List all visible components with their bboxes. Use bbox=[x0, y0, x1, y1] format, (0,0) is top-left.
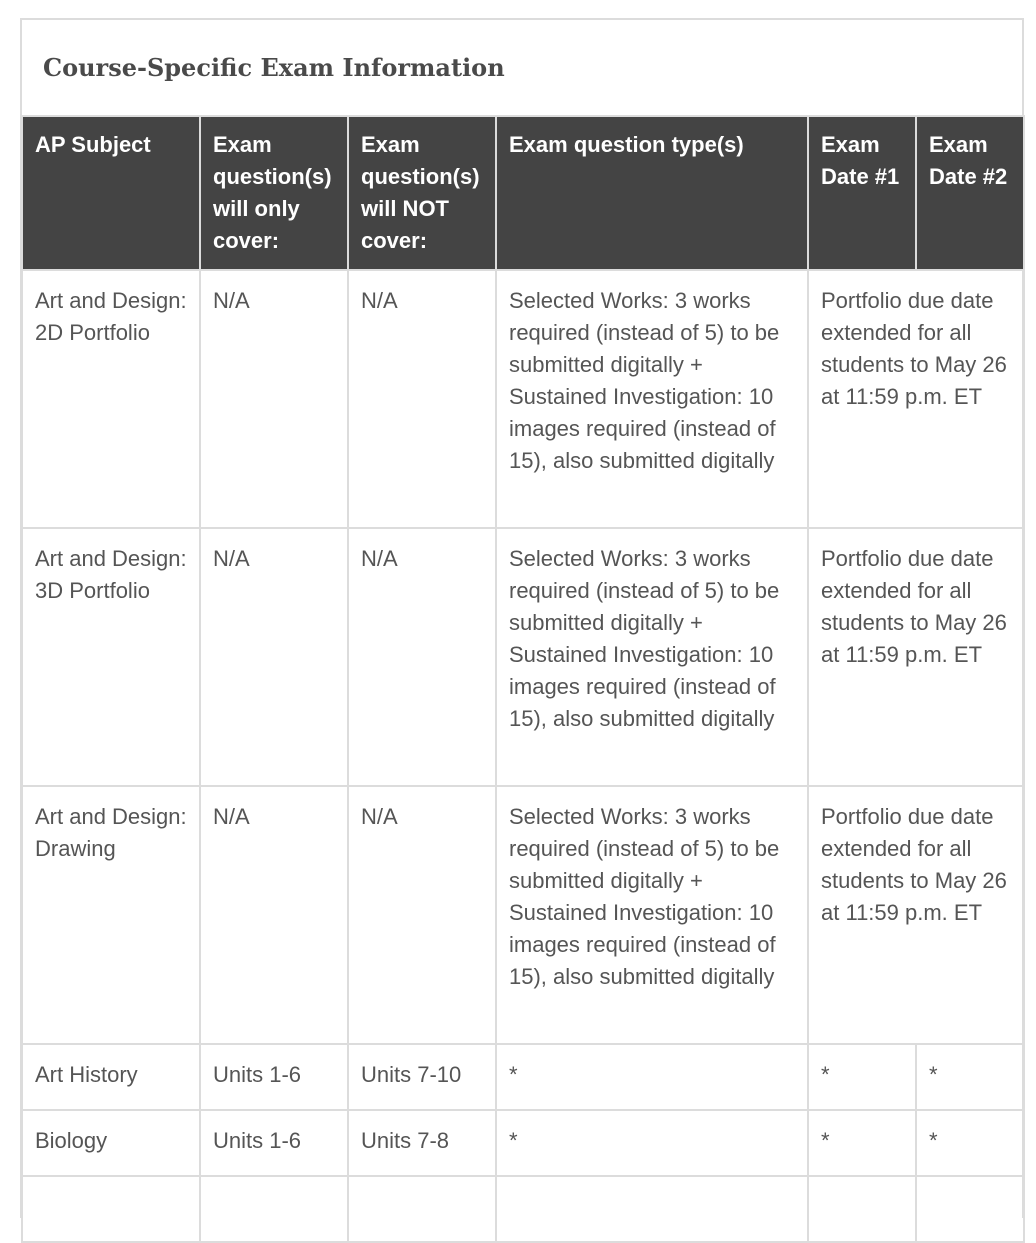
cell-not-cover: N/A bbox=[348, 528, 496, 786]
cell-only-cover: N/A bbox=[200, 270, 348, 528]
cell-question-types: * bbox=[496, 1110, 808, 1176]
header-question-types: Exam question type(s) bbox=[496, 116, 808, 270]
cell-exam-dates: Portfolio due date extended for all students to May 26 at 11:59 p.m. ET bbox=[808, 270, 1024, 528]
cell-question-types: Selected Works: 3 works required (instead of 5) to be submitted digitally + Sustained Investigation: 10 images required (instead of 15), also submitted digitally bbox=[496, 528, 808, 786]
exam-info-table-frame bbox=[20, 18, 1024, 1218]
cell-only-cover: Units 1-6 bbox=[200, 1110, 348, 1176]
cell-only-cover: Units 1-6 bbox=[200, 1044, 348, 1110]
table-row-partial bbox=[22, 1176, 1024, 1242]
cell-exam-dates: Portfolio due date extended for all students to May 26 at 11:59 p.m. ET bbox=[808, 528, 1024, 786]
table-header-row bbox=[22, 116, 1024, 270]
header-exam-date-2: Exam Date #2 bbox=[916, 116, 1024, 270]
table-row bbox=[22, 1044, 1024, 1110]
cell-exam-date-1: * bbox=[808, 1044, 916, 1110]
cell-not-cover: N/A bbox=[348, 270, 496, 528]
cell-not-cover: Units 7-10 bbox=[348, 1044, 496, 1110]
cell-only-cover: N/A bbox=[200, 528, 348, 786]
cell-subject: Art and Design: 3D Portfolio bbox=[22, 528, 200, 786]
header-exam-date-1: Exam Date #1 bbox=[808, 116, 916, 270]
table-row bbox=[22, 786, 1024, 1044]
cell-exam-date-1: * bbox=[808, 1110, 916, 1176]
cell-not-cover: N/A bbox=[348, 786, 496, 1044]
cell-subject: Art and Design: 2D Portfolio bbox=[22, 270, 200, 528]
cell-exam-dates: Portfolio due date extended for all students to May 26 at 11:59 p.m. ET bbox=[808, 786, 1024, 1044]
cell-subject: Art and Design: Drawing bbox=[22, 786, 200, 1044]
table-caption: Course-Specific Exam Information bbox=[43, 53, 505, 82]
table-row bbox=[22, 270, 1024, 528]
header-will-not-cover: Exam question(s) will NOT cover: bbox=[348, 116, 496, 270]
exam-info-table bbox=[21, 115, 1025, 1243]
cell-exam-date-2: * bbox=[916, 1044, 1024, 1110]
cell-exam-date-2: * bbox=[916, 1110, 1024, 1176]
cell-question-types: * bbox=[496, 1044, 808, 1110]
cell-question-types: Selected Works: 3 works required (instead of 5) to be submitted digitally + Sustained Investigation: 10 images required (instead of 15), also submitted digitally bbox=[496, 786, 808, 1044]
cell-subject: Biology bbox=[22, 1110, 200, 1176]
cell-question-types: Selected Works: 3 works required (instead of 5) to be submitted digitally + Sustained Investigation: 10 images required (instead of 15), also submitted digitally bbox=[496, 270, 808, 528]
table-row bbox=[22, 1110, 1024, 1176]
cell-only-cover: N/A bbox=[200, 786, 348, 1044]
cell-not-cover: Units 7-8 bbox=[348, 1110, 496, 1176]
cell-subject: Art History bbox=[22, 1044, 200, 1110]
table-row bbox=[22, 528, 1024, 786]
header-will-only-cover: Exam question(s) will only cover: bbox=[200, 116, 348, 270]
header-ap-subject: AP Subject bbox=[22, 116, 200, 270]
